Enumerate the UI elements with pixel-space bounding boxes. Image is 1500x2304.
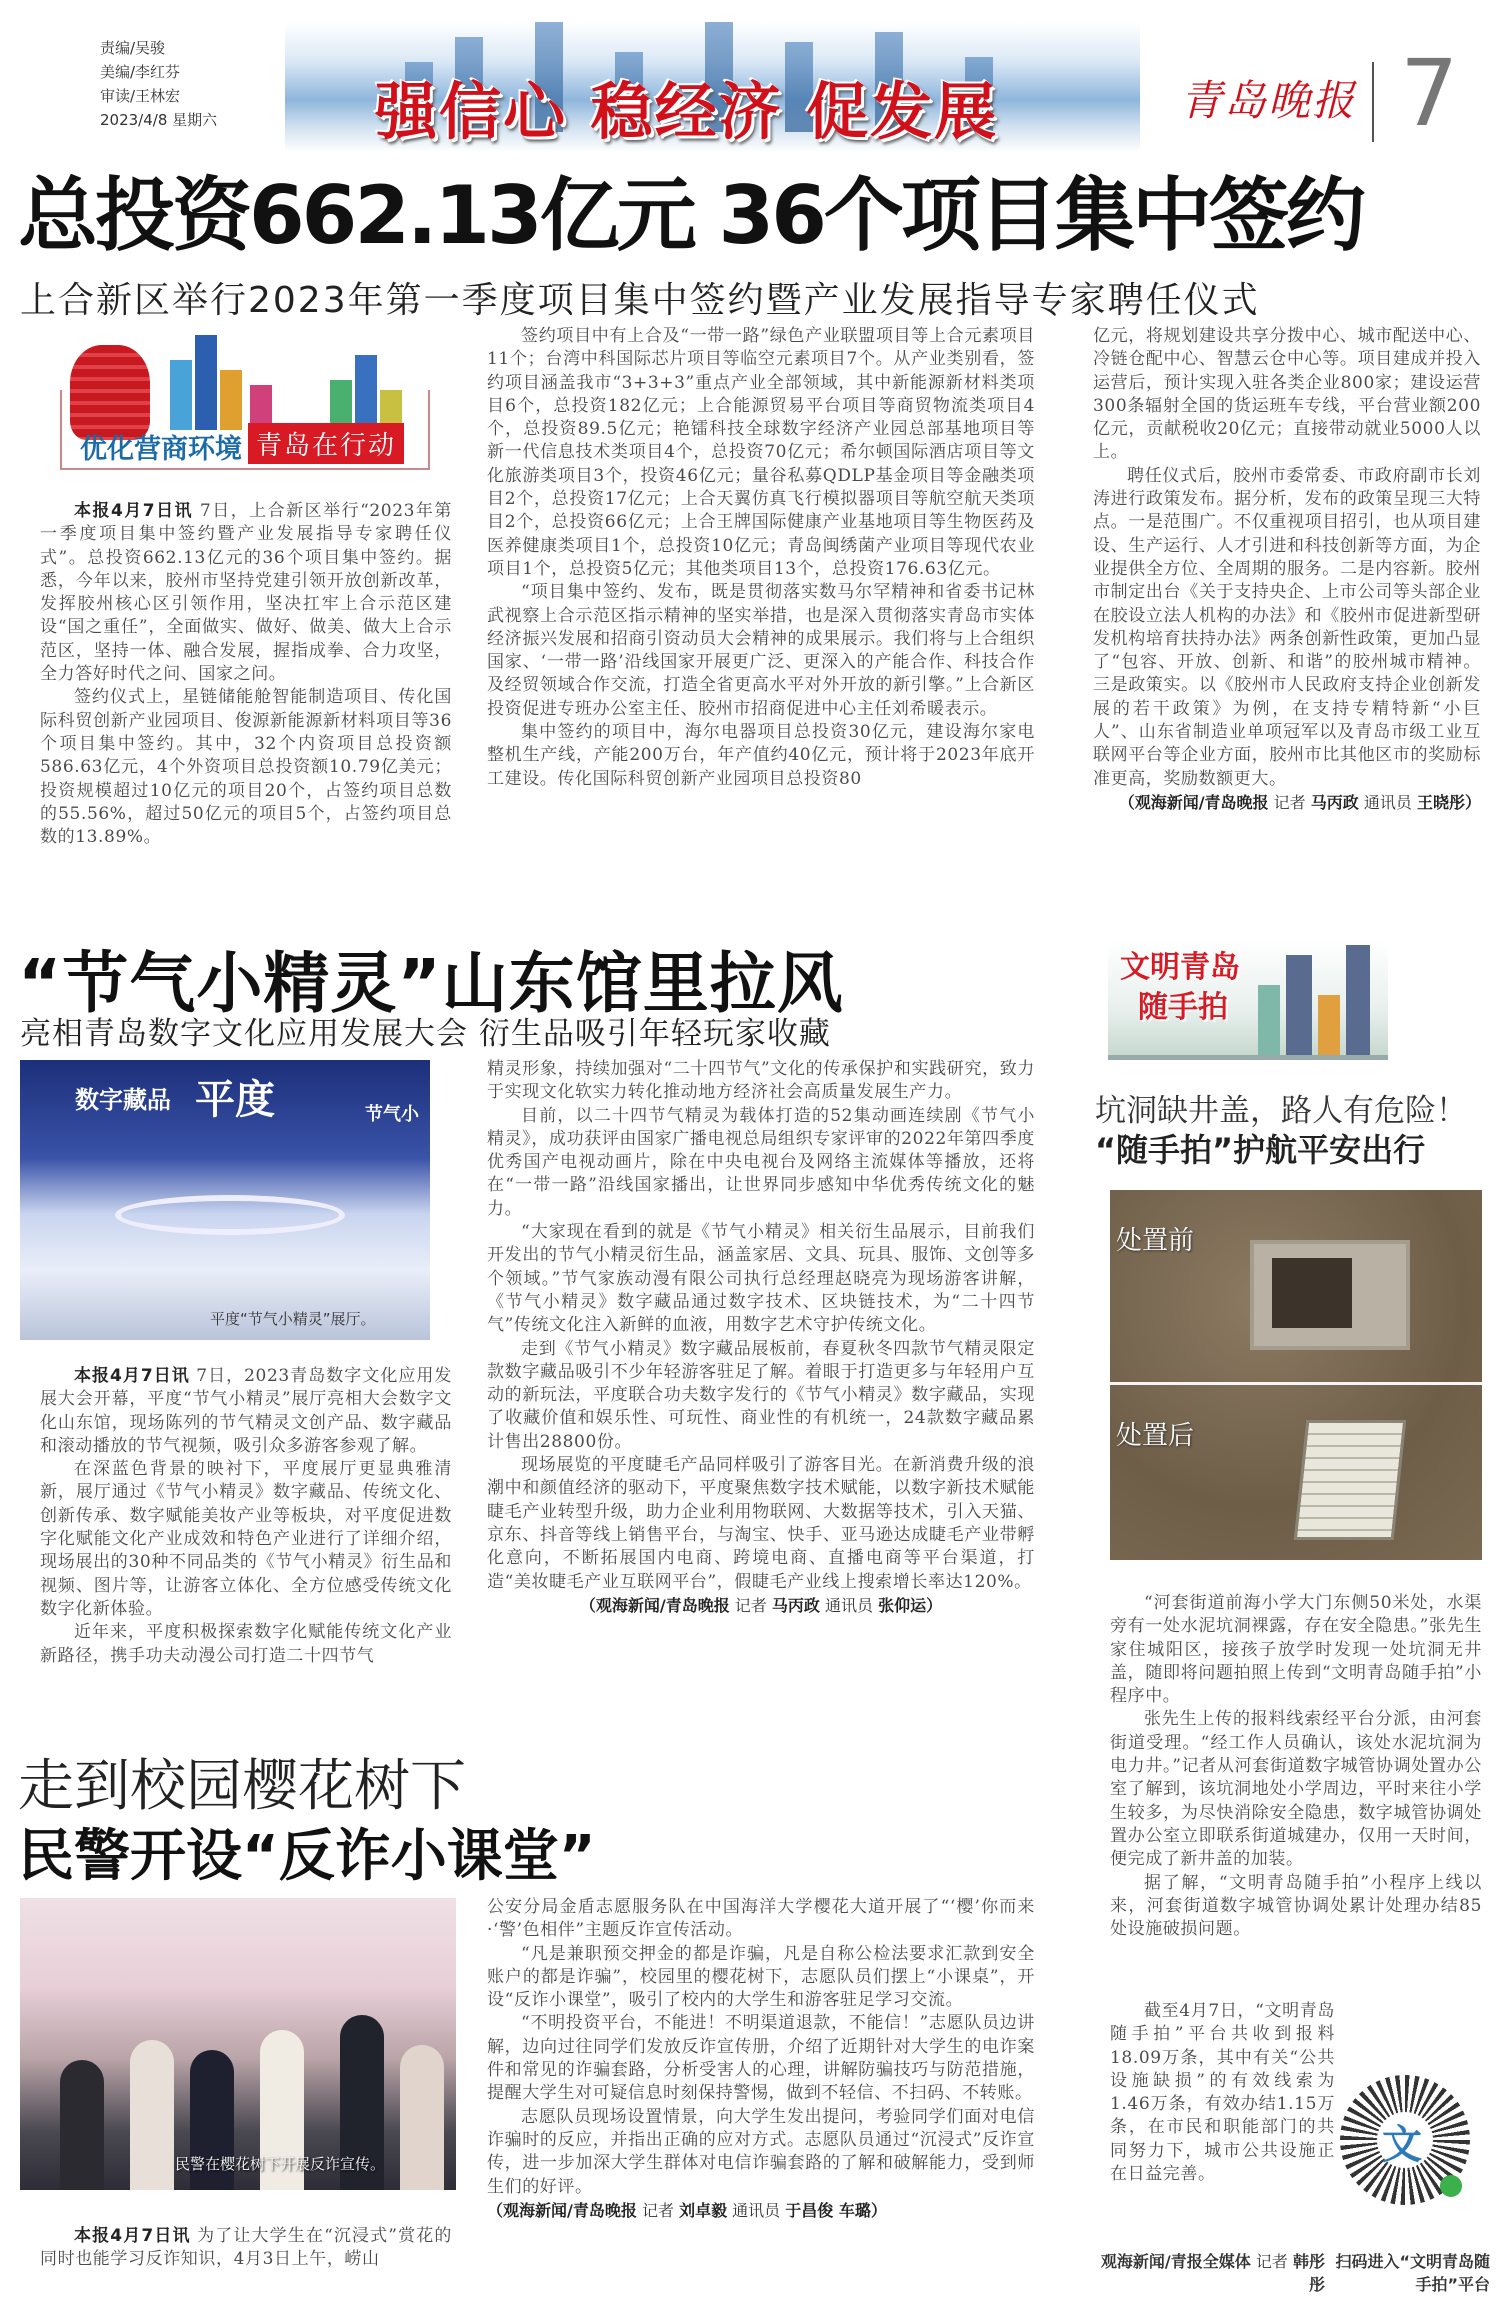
article1-column-2 bbox=[487, 325, 1035, 791]
paragraph: “凡是兼职预交押金的都是诈骗，凡是自称公检法要求汇款到安全账户的都是诈骗”，校园里的樱花树下，志愿队员们摆上“小课桌”，开设“反诈小课堂”，吸引了校内的大学生和游客驻足学习交流。 bbox=[487, 1943, 1035, 2011]
article4-headline-line2: 民警开设“反诈小课堂” bbox=[18, 1824, 596, 1889]
article4-headline-line1: 走到校园樱花树下 bbox=[18, 1754, 466, 1819]
paragraph: 本报4月7日讯 7日，上合新区举行“2023年第一季度项目集中签约暨产业发展指导专家聘任仪式”。总投资662.13亿元的36个项目集中签约。据悉，今年以来，胶州市坚持党建引领开放创新改革，发挥胶州核心区引领作用，坚决扛牢上合示范区建设“国之重任”，全面做实、做好、做美、做大上合示范区，坚持一体、融合发展，握指成拳、合力攻坚，全力答好时代之问、国家之问。 bbox=[40, 501, 452, 685]
wenming-logo-icon: 文 bbox=[1382, 2122, 1422, 2168]
article1-column-3 bbox=[1093, 325, 1481, 815]
exhibition-hall-photo: 数字藏品 平度 节气小 平度“节气小精灵”展厅。 bbox=[20, 1060, 430, 1340]
civilized-qingdao-badge bbox=[1108, 940, 1388, 1060]
paragraph: 本报4月7日讯 7日，2023青岛数字文化应用发展大会开幕，平度“节气小精灵”展厅亮相大会数字文化山东馆，现场陈列的节气精灵文创产品、数字藏品和滚动播放的节气视频，吸引众多游客参观了解。 bbox=[40, 1366, 452, 1456]
header-divider bbox=[1372, 62, 1374, 142]
paragraph: 精灵形象，持续加强对“二十四节气”文化的传承保护和实践研究，致力于实现文化软实力转化推动地方经济社会高质量发展生产力。 bbox=[487, 1059, 1035, 1103]
paragraph: 本报4月7日讯 为了让大学生在“沉浸式”赏花的同时也能学习反诈知识，4月3日上午，崂山 bbox=[40, 2226, 452, 2270]
dateline: 本报4月7日讯 bbox=[74, 2226, 191, 2246]
paragraph: “河套街道前海小学大门东侧50米处，水渠旁有一处水泥坑洞裸露，存在安全隐患。”张先生家住城阳区，接孩子放学时发现一处坑洞无井盖，随即将问题拍照上传到“文明青岛随手拍”小程序中。 bbox=[1110, 1593, 1482, 1707]
paragraph: 近年来，平度积极探索数字化赋能传统文化产业新路径，携手功夫动漫公司打造二十四节气 bbox=[40, 1622, 452, 1666]
paragraph: 据了解，“文明青岛随手拍”小程序上线以来，河套街道数字城管协调处累计处理办结85处设施破损问题。 bbox=[1110, 1872, 1482, 1940]
newspaper-logo: 青岛晚报 bbox=[1180, 76, 1357, 125]
paragraph: “项目集中签约、发布，既是贯彻落实数马尔罕精神和省委书记林武视察上合示范区指示精神的坚实举措，也是深入贯彻落实青岛市实体经济振兴发展和招商引资动员大会精神的成果展示。我们将与上合组织国家、‘一带一路’沿线国家开展更广泛、更深入的产能合作、科技合作及经贸领域合作交流，打造全省更高水平对外开放的新引擎。”上合新区投资促进专班办公室主任、胶州市招商促进中心主任刘希暖表示。 bbox=[487, 582, 1035, 719]
paragraph: 张先生上传的报料线索经平台分派，由河套街道受理。“经工作人员确认，该处水泥坑洞为电力井。”记者从河套街道数字城管协调处置办公室了解到，该坑洞地处小学周边，平时来往小学生较多，为尽快消除安全隐患，数字城管协调处置办公室立即联系街道城建办，仅用一天时间，便完成了新井盖的加装。 bbox=[1110, 1709, 1482, 1870]
photo-caption: 平度“节气小精灵”展厅。 bbox=[210, 1310, 376, 1328]
paragraph: “大家现在看到的就是《节气小精灵》相关衍生品展示，目前我们开发出的节气小精灵衍生品，涵盖家居、文具、玩具、服饰、文创等多个领域。”节气家族动漫有限公司执行总经理赵晓亮为现场游客讲解，《节气小精灵》数字藏品通过数字技术、区块链技术，为“二十四节气”传统文化注入新鲜的血液，用数字艺术守护传统文化。 bbox=[487, 1222, 1035, 1336]
credit-proofreader: 审读/王林宏 bbox=[100, 87, 181, 105]
paragraph: 签约项目中有上合及“一带一路”绿色产业联盟项目等上合元素项目11个；台湾中科国际芯片项目等临空元素项目7个。从产业类别看，签约项目涵盖我市“3+3+3”重点产业全部领域，其中新能源新材料类项目6个，总投资182亿元；上合能源贸易平台项目等商贸物流类项目4个，总投资89.5亿元；艳镭科技全球数字经济产业园总部基地项目等新一代信息技术类项目4个，总投资70亿元；希尔顿国际酒店项目等文化旅游类项目3个，投资46亿元；量谷私募QDLP基金项目等金融类项目2个，总投资17亿元；上合天翼仿真飞行模拟器项目等航空航天类项目2个，总投资66亿元；上合王牌国际健康产业基地项目等生物医药及医养健康类项目1个，总投资10亿元；青岛闽绣菌产业项目等现代农业项目1个，总投资5亿元；其他类项目13个，总投资176.63亿元。 bbox=[487, 326, 1035, 579]
badge-text-left: 优化营商环境 bbox=[80, 434, 242, 465]
business-environment-badge bbox=[40, 335, 440, 475]
article1-byline: （观海新闻/青岛晚报 记者 马丙政 通讯员 王晓彤） bbox=[1118, 792, 1481, 812]
page-number: 7 bbox=[1400, 40, 1459, 147]
paragraph: 聘任仪式后，胶州市委常委、市政府副市长刘涛进行政策发布。据分析，发布的政策呈现三大特点。一是范围广。不仅重视项目招引，也从项目建设、生产运行、人才引进和科技创新等方面，为企业提供全方位、全周期的服务。二是内容新。胶州市制定出台《关于支持央企、上市公司等头部企业在胶设立法人机构的办法》和《胶州市促进新型研发机构培育扶持办法》两条创新性政策，更加凸显了“包容、开放、创新、和谐”的胶州城市精神。三是政策实。以《胶州市人民政府支持企业创新发展的若干政策》为例，在支持专精特新“小巨人”、山东省制造业单项冠军以及青岛市级工业互联网平台等企业方面，胶州市比其他区市的奖励标准更高，奖励数额更大。 bbox=[1093, 465, 1481, 789]
issue-date: 2023/4/8 星期六 bbox=[100, 111, 218, 129]
editor-credits bbox=[100, 36, 217, 132]
dateline: 本报4月7日讯 bbox=[74, 1366, 190, 1386]
paragraph: 走到《节气小精灵》数字藏品展板前，春夏秋冬四款节气精灵限定款数字藏品吸引不少年轻游客驻足了解。着眼于打造更多与年轻用户互动的新玩法，平度联合功夫数字发行的《节气小精灵》数字藏品，实现了收藏价值和娱乐性、可玩性、商业性的有机统一，24款数字藏品累计售出28800份。 bbox=[487, 1338, 1035, 1452]
article2-headline: “节气小精灵”山东馆里拉风 bbox=[18, 945, 844, 1022]
article2-column-1 bbox=[40, 1365, 452, 1668]
badge-line-2: 随手拍 bbox=[1138, 990, 1228, 1025]
paragraph: 签约仪式上，星链储能舱智能制造项目、传化国际科贸创新产业园项目、俊源新能源新材料项目等36个项目集中签约。其中，32个内资项目总投资额586.63亿元，4个外资项目总投资额10.79亿美元；投资规模超过10亿元的项目20个，占签约项目总数的55.56%，超过50亿元的项目5个，占签约项目总数的13.89%。 bbox=[40, 687, 452, 848]
label-before: 处置前 bbox=[1116, 1226, 1195, 1256]
paragraph: 集中签约的项目中，海尔电器项目总投资30亿元，建设海尔家电整机生产线，产能200万台，年产值约40亿元，预计将于2023年底开工建设。传化国际科贸创新产业园项目总投资80 bbox=[487, 722, 1035, 789]
article2-subheadline: 亮相青岛数字文化应用发展大会 衍生品吸引年轻玩家收藏 bbox=[20, 1016, 831, 1052]
paragraph: 目前，以二十四节气精灵为载体打造的52集动画连续剧《节气小精灵》，成功获评由国家广播电视总局组织专家评审的2022年第四季度优秀国产电视动画片，除在中央电视台及网络主流媒体等播放，还将在“一带一路”沿线国家播出，让世界同步感知中华优秀传统文化的魅力。 bbox=[487, 1105, 1035, 1219]
article4-column-1 bbox=[40, 2225, 452, 2272]
paragraph: 公安分局金盾志愿服务队在中国海洋大学樱花大道开展了“‘樱’你而来·‘警’色相伴”主题反诈宣传活动。 bbox=[487, 1897, 1035, 1941]
article1-subheadline: 上合新区举行2023年第一季度项目集中签约暨产业发展指导专家聘任仪式 bbox=[20, 280, 1260, 321]
paragraph: “不明投资平台，不能进！不明渠道退款，不能信！”志愿队员边讲解，边向过往同学们发放反诈宣传册，介绍了近期针对大学生的电诈案件和常见的诈骗套路，分析受害人的心理，讲解防骗技巧与防范措施，提醒大学生对可疑信息时刻保持警惕，做到不轻信、不扫码、不转账。 bbox=[487, 2013, 1035, 2104]
paragraph: 志愿队员现场设置情景，向大学生发出提问，考验同学们面对电信诈骗时的反应，并指出正确的应对方式。志愿队员通过“沉浸式”反诈宣传，进一步加深大学生群体对电信诈骗套路的了解和破解能力，受到师生们的好评。 bbox=[487, 2106, 1035, 2197]
paragraph: 现场展览的平度睫毛产品同样吸引了游客目光。在新消费升级的浪潮中和颜值经济的驱动下，平度聚焦数字技术赋能，以数字新技术赋能睫毛产业转型升级，助力企业利用物联网、大数据等技术，引入天猫、京东、抖音等线上销售平台，与淘宝、快手、亚马逊达成睫毛产业带孵化意向，不断拓展国内电商、跨境电商、直播电商等平台渠道，打造“美妆睫毛产业互联网平台”，假睫毛产业线上搜索增长率达120%。 bbox=[487, 1455, 1035, 1592]
wechat-miniprogram-icon bbox=[1440, 2175, 1462, 2197]
dateline: 本报4月7日讯 bbox=[74, 501, 194, 521]
label-after: 处置后 bbox=[1116, 1421, 1195, 1451]
manhole-before-after-photo bbox=[1110, 1190, 1482, 1560]
badge-text-right: 青岛在行动 bbox=[248, 423, 404, 464]
paragraph: 截至4月7日，“文明青岛随手拍”平台共收到报料18.09万条，其中有关“公共设施缺损”的有效线索为1.46万条，有效办结1.15万条，在市民和职能部门的共同努力下，城市公共设施正在日益完善。 bbox=[1110, 2001, 1335, 2185]
qr-code-icon[interactable] bbox=[1340, 2075, 1470, 2205]
paragraph: 在深蓝色背景的映衬下，平度展厅更显典雅清新，展厅通过《节气小精灵》数字藏品、传统文化、创新传承、数字赋能美妆产业等板块，对平度促进数字化赋能文化产业成效和特色产业进行了详细介绍，现场展出的30种不同品类的《节气小精灵》衍生品和视频、图片等，让游客立体化、全方位感受传统文化数字化新体验。 bbox=[40, 1459, 452, 1619]
article4-byline: （观海新闻/青岛晚报 记者 刘卓毅 通讯员 于昌俊 车璐） bbox=[487, 2200, 887, 2220]
photo-caption: 民警在樱花树下开展反诈宣传。 bbox=[175, 2155, 386, 2173]
article2-byline: （观海新闻/青岛晚报 记者 马丙政 通讯员 张仰运） bbox=[579, 1595, 943, 1615]
anti-fraud-class-photo bbox=[20, 1898, 456, 2190]
paragraph: 亿元，将规划建设共享分拨中心、城市配送中心、冷链仓配中心、智慧云仓中心等。项目建成并投入运营后，预计实现入驻各类企业800家；建设运营300条辐射全国的货运班车专线，平台营业额200亿元，贡献税收20亿元；直接带动就业5000人以上。 bbox=[1093, 326, 1481, 463]
qr-caption: 扫码进入“文明青岛随手拍”平台 bbox=[1335, 2252, 1490, 2294]
credit-editor: 责编/吴骏 bbox=[100, 39, 166, 57]
article4-column-2 bbox=[487, 1896, 1035, 2223]
banner-slogan: 强信心 稳经济 促发展 bbox=[375, 75, 999, 148]
article3-headline-line1: 坑洞缺井盖，路人有危险！ bbox=[1095, 1093, 1467, 1129]
section-banner bbox=[285, 22, 1140, 152]
credit-designer: 美编/李红芬 bbox=[100, 63, 181, 81]
article1-headline: 总投资662.13亿元 36个项目集中签约 bbox=[18, 169, 1363, 262]
article3-byline: 观海新闻/青报全媒体 记者 韩彤彤 bbox=[1100, 2252, 1325, 2294]
article3-headline-line2: “随手拍”护航平安出行 bbox=[1095, 1131, 1426, 1169]
article2-column-2 bbox=[487, 1058, 1035, 1618]
may-fourth-sculpture-icon bbox=[70, 345, 150, 440]
article1-column-1 bbox=[40, 500, 452, 849]
badge-line-1: 文明青岛 bbox=[1120, 950, 1240, 985]
article3-text bbox=[1110, 1592, 1482, 1941]
article3-text-2 bbox=[1110, 2000, 1335, 2186]
